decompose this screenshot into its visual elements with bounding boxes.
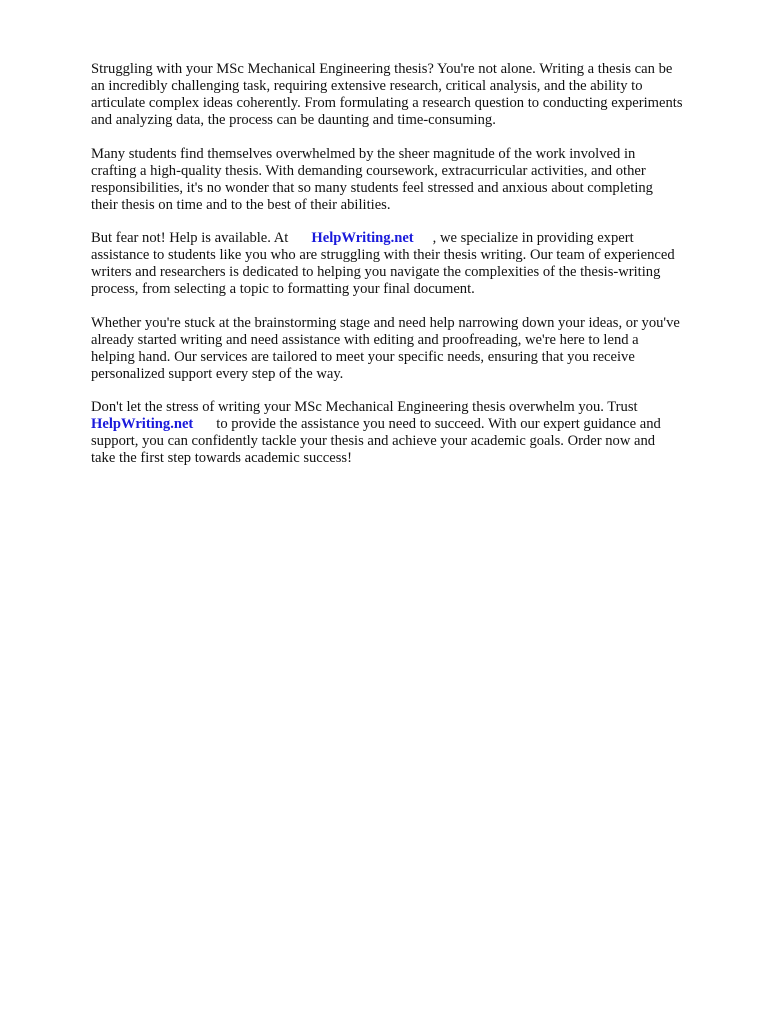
- text-segment: But fear not! Help is available. At: [91, 230, 289, 246]
- text-line: assistance to students like you who are struggling with their thesis writing. Our team of experienced: [91, 247, 675, 263]
- paragraph-brainstorming: [91, 315, 731, 383]
- paragraph-trust: [91, 399, 731, 467]
- text-segment: , we specialize in providing expert: [432, 230, 634, 246]
- text-line: and analyzing data, the process can be daunting and time-consuming.: [91, 112, 496, 128]
- document-body: [91, 61, 731, 484]
- text-line: crafting a high-quality thesis. With demanding coursework, extracurricular activities, and other: [91, 162, 646, 179]
- text-line: personalized support every step of the way.: [91, 365, 344, 382]
- text-line: process, from selecting a topic to formatting your final document.: [91, 281, 475, 297]
- text-line: [91, 416, 731, 433]
- text-line: an incredibly challenging task, requiring extensive research, critical analysis, and the ability to: [91, 78, 643, 94]
- text-line: their thesis on time and to the best of their abilities.: [91, 196, 391, 213]
- text-line: articulate complex ideas coherently. From formulating a research question to conducting experiments: [91, 95, 683, 111]
- text-line: responsibilities, it's no wonder that so many students feel stressed and anxious about completing: [91, 179, 653, 196]
- paragraph-overwhelmed: [91, 146, 731, 214]
- text-line: take the first step towards academic success!: [91, 450, 352, 466]
- helpwriting-link[interactable]: HelpWriting.net: [311, 230, 414, 246]
- text-line: already started writing and need assistance with editing and proofreading, we're here to lend a: [91, 331, 639, 348]
- paragraph-help-available: [91, 230, 731, 298]
- text-line: helping hand. Our services are tailored to meet your specific needs, ensuring that you receive: [91, 348, 635, 365]
- helpwriting-link[interactable]: HelpWriting.net: [91, 416, 194, 432]
- text-line: Many students find themselves overwhelmed by the sheer magnitude of the work involved in: [91, 145, 636, 162]
- text-line: Struggling with your MSc Mechanical Engineering thesis? You're not alone. Writing a thesis can be: [91, 61, 673, 77]
- paragraph-intro: [91, 61, 731, 129]
- text-line: Whether you're stuck at the brainstorming stage and need help narrowing down your ideas, or you've: [91, 314, 680, 331]
- text-segment: to provide the assistance you need to succeed. With our expert guidance and: [216, 416, 661, 432]
- text-line: writers and researchers is dedicated to helping you navigate the complexities of the thesis-writing: [91, 264, 661, 280]
- text-line: Don't let the stress of writing your MSc Mechanical Engineering thesis overwhelm you. Trust: [91, 399, 638, 415]
- text-line: support, you can confidently tackle your thesis and achieve your academic goals. Order now and: [91, 433, 656, 449]
- text-line: [91, 230, 731, 247]
